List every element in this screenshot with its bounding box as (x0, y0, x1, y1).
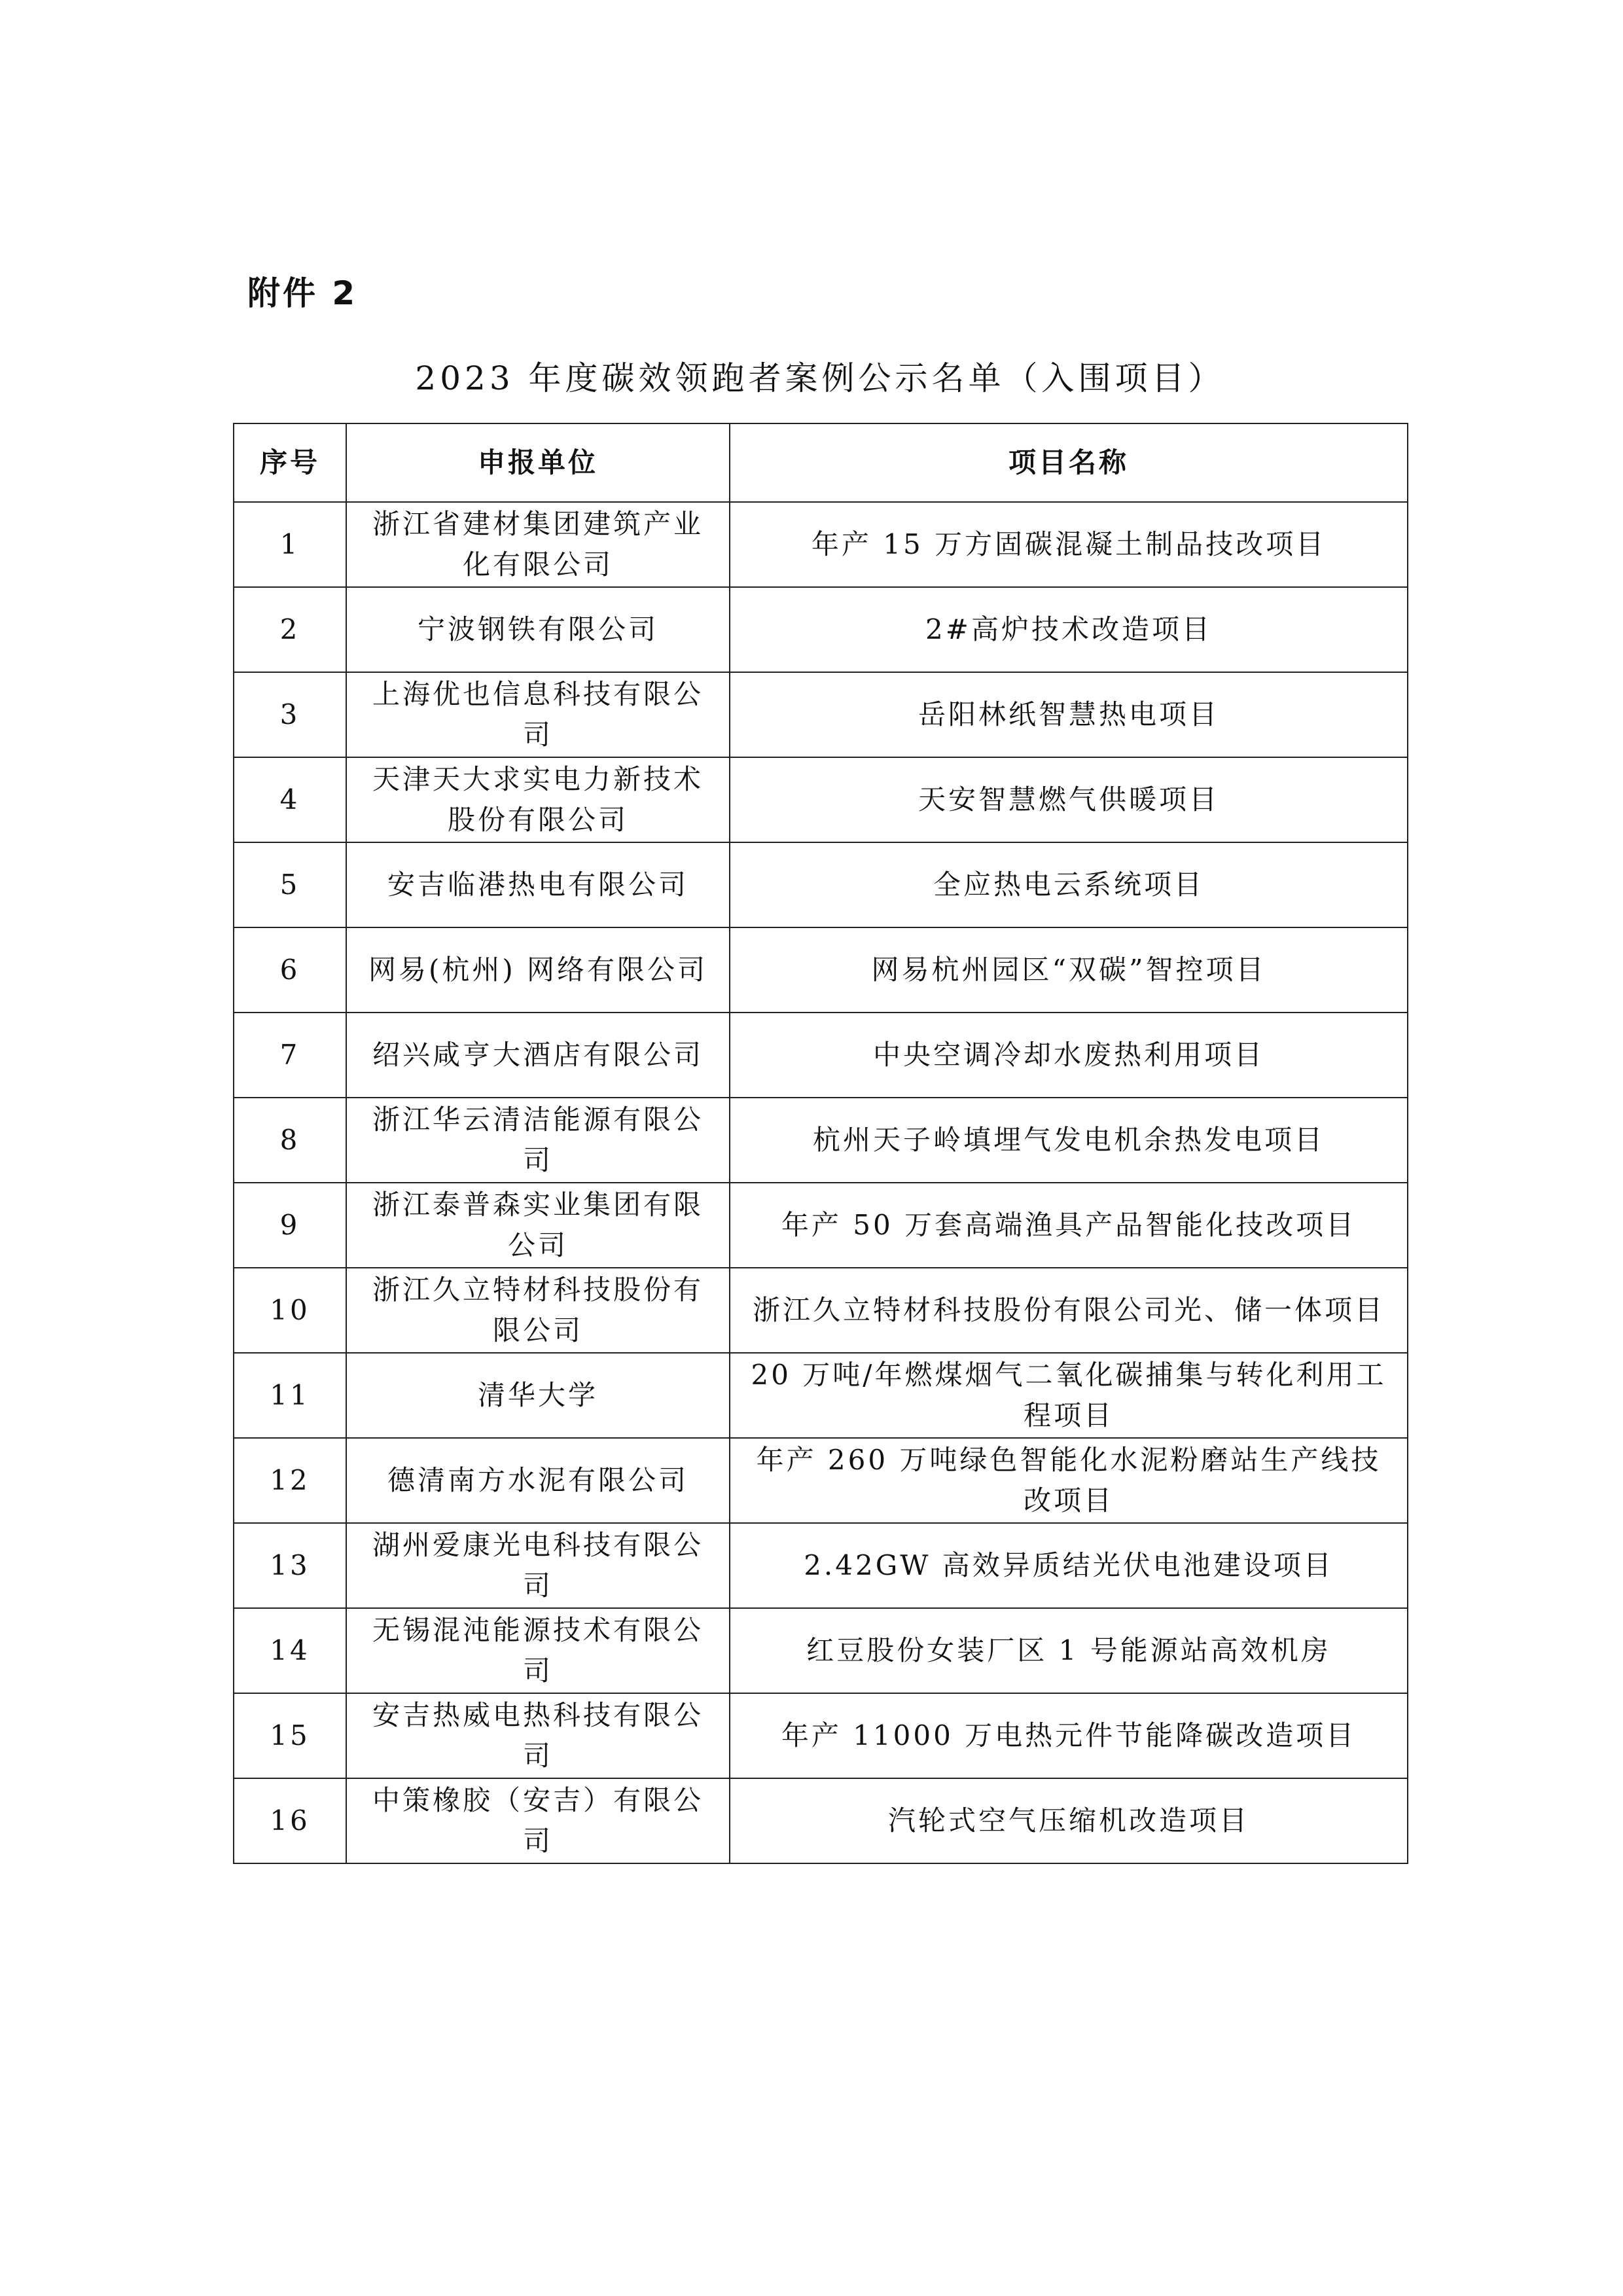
row-index-cell: 16 (234, 1778, 346, 1863)
row-index-cell: 4 (234, 757, 346, 842)
row-project-cell: 天安智慧燃气供暖项目 (730, 757, 1408, 842)
row-project-cell: 2.42GW 高效异质结光伏电池建设项目 (730, 1523, 1408, 1608)
table-row (234, 1693, 1408, 1778)
row-index-cell: 9 (234, 1183, 346, 1268)
row-index-cell: 2 (234, 587, 346, 672)
row-project-cell: 红豆股份女装厂区 1 号能源站高效机房 (730, 1608, 1408, 1693)
table-row (234, 757, 1408, 842)
row-index-cell: 15 (234, 1693, 346, 1778)
row-project-cell: 年产 11000 万电热元件节能降碳改造项目 (730, 1693, 1408, 1778)
table-header-row (234, 423, 1408, 502)
row-unit-cell: 宁波钢铁有限公司 (346, 587, 730, 672)
row-index-cell: 1 (234, 502, 346, 587)
row-index-cell: 11 (234, 1353, 346, 1438)
row-unit-cell: 安吉热威电热科技有限公司 (346, 1693, 730, 1778)
row-unit-cell: 清华大学 (346, 1353, 730, 1438)
table-row (234, 1268, 1408, 1353)
row-unit-cell: 上海优也信息科技有限公司 (346, 672, 730, 757)
table-row (234, 1353, 1408, 1438)
column-header-unit: 申报单位 (346, 423, 730, 502)
document-title: 2023 年度碳效领跑者案例公示名单（入围项目） (415, 359, 1225, 397)
table-row (234, 1778, 1408, 1863)
table-row (234, 1098, 1408, 1183)
row-index-cell: 8 (234, 1098, 346, 1183)
row-project-cell: 中央空调冷却水废热利用项目 (730, 1013, 1408, 1098)
row-unit-cell: 湖州爱康光电科技有限公司 (346, 1523, 730, 1608)
row-unit-cell: 浙江省建材集团建筑产业化有限公司 (346, 502, 730, 587)
row-project-cell: 年产 50 万套高端渔具产品智能化技改项目 (730, 1183, 1408, 1268)
row-project-cell: 2#高炉技术改造项目 (730, 587, 1408, 672)
table-row (234, 502, 1408, 587)
row-unit-cell: 网易(杭州) 网络有限公司 (346, 927, 730, 1013)
row-project-cell: 20 万吨/年燃煤烟气二氧化碳捕集与转化利用工程项目 (730, 1353, 1408, 1438)
row-project-cell: 汽轮式空气压缩机改造项目 (730, 1778, 1408, 1863)
table-row (234, 1438, 1408, 1523)
attachment-label: 附件 2 (247, 274, 358, 312)
table-row (234, 1523, 1408, 1608)
row-index-cell: 7 (234, 1013, 346, 1098)
row-project-cell: 网易杭州园区“双碳”智控项目 (730, 927, 1408, 1013)
roster-table (233, 423, 1408, 1864)
column-header-project: 项目名称 (730, 423, 1408, 502)
row-index-cell: 5 (234, 842, 346, 927)
row-project-cell: 杭州天子岭填埋气发电机余热发电项目 (730, 1098, 1408, 1183)
row-project-cell: 年产 15 万方固碳混凝土制品技改项目 (730, 502, 1408, 587)
row-unit-cell: 浙江泰普森实业集团有限公司 (346, 1183, 730, 1268)
row-project-cell: 全应热电云系统项目 (730, 842, 1408, 927)
column-header-index: 序号 (234, 423, 346, 502)
table-row (234, 1183, 1408, 1268)
row-unit-cell: 浙江华云清洁能源有限公司 (346, 1098, 730, 1183)
row-project-cell: 岳阳林纸智慧热电项目 (730, 672, 1408, 757)
row-unit-cell: 无锡混沌能源技术有限公司 (346, 1608, 730, 1693)
row-project-cell: 浙江久立特材科技股份有限公司光、储一体项目 (730, 1268, 1408, 1353)
row-index-cell: 12 (234, 1438, 346, 1523)
row-index-cell: 13 (234, 1523, 346, 1608)
row-unit-cell: 浙江久立特材科技股份有限公司 (346, 1268, 730, 1353)
row-unit-cell: 中策橡胶（安吉）有限公司 (346, 1778, 730, 1863)
row-index-cell: 3 (234, 672, 346, 757)
row-unit-cell: 德清南方水泥有限公司 (346, 1438, 730, 1523)
table-row (234, 1608, 1408, 1693)
row-project-cell: 年产 260 万吨绿色智能化水泥粉磨站生产线技改项目 (730, 1438, 1408, 1523)
row-index-cell: 6 (234, 927, 346, 1013)
row-unit-cell: 天津天大求实电力新技术股份有限公司 (346, 757, 730, 842)
row-unit-cell: 绍兴咸亨大酒店有限公司 (346, 1013, 730, 1098)
table-row (234, 1013, 1408, 1098)
row-unit-cell: 安吉临港热电有限公司 (346, 842, 730, 927)
row-index-cell: 14 (234, 1608, 346, 1693)
table-row (234, 842, 1408, 927)
table-row (234, 587, 1408, 672)
table-body (234, 502, 1408, 1863)
row-index-cell: 10 (234, 1268, 346, 1353)
table-row (234, 672, 1408, 757)
table-row (234, 927, 1408, 1013)
